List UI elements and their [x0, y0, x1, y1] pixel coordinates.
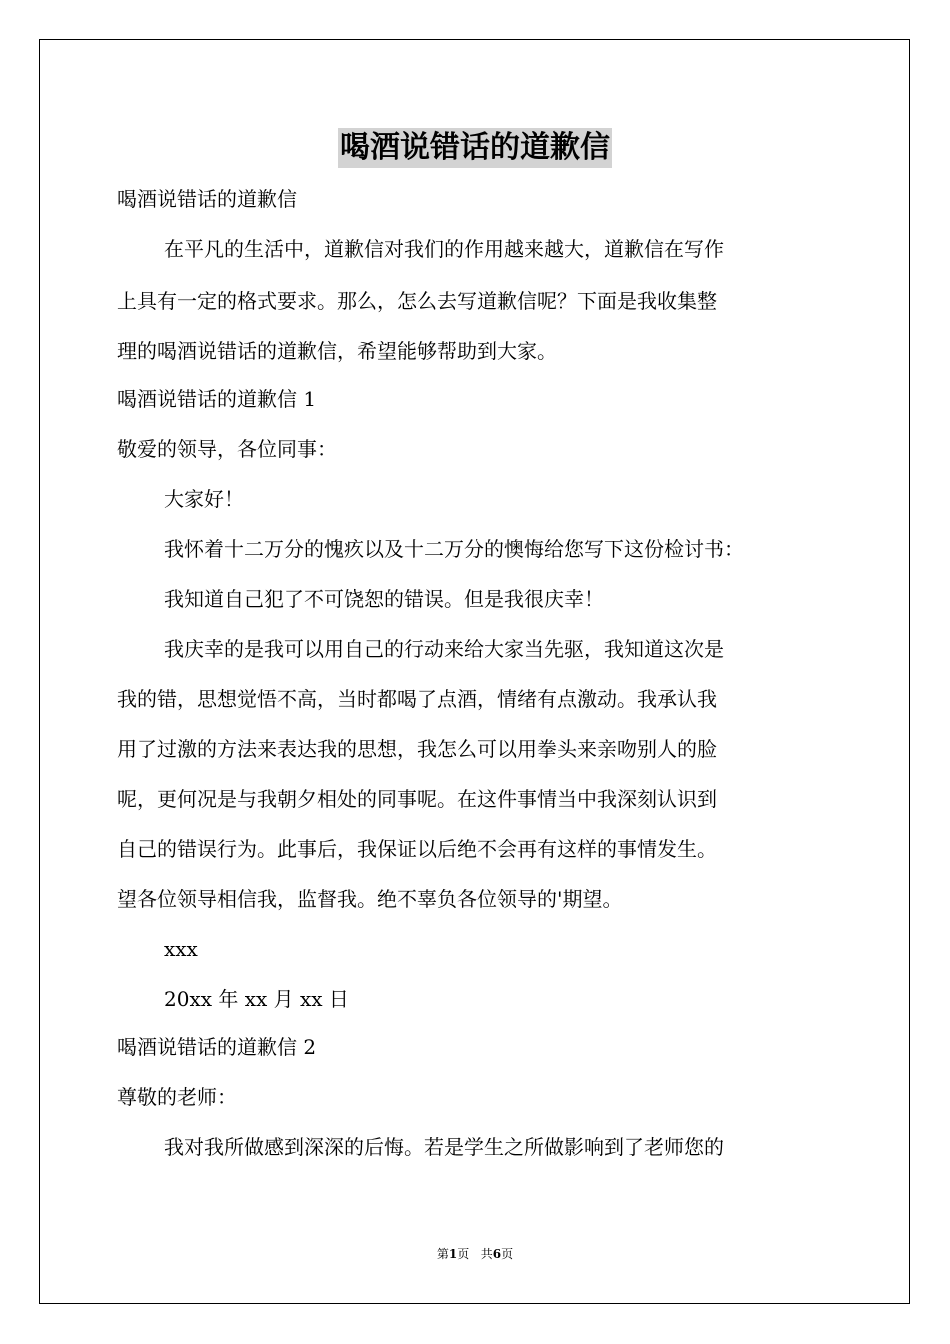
footer-page-number: 1	[448, 1247, 458, 1261]
paragraph-line: 望各位领导相信我，监督我。绝不辜负各位领导的'期望。	[117, 887, 623, 911]
salutation: 敬爱的领导，各位同事：	[117, 437, 337, 461]
subtitle-line: 喝酒说错话的道歉信	[117, 187, 297, 211]
footer-total-prefix: 共	[480, 1247, 493, 1261]
paragraph-line: 自己的错误行为。此事后，我保证以后绝不会再有这样的事情发生。	[117, 837, 717, 861]
paragraph-line: 我知道自己犯了不可饶恕的错误。但是我很庆幸！	[164, 587, 604, 611]
paragraph-line: 用了过激的方法来表达我的思想，我怎么可以用拳头来亲吻别人的脸	[117, 737, 717, 761]
page-border	[39, 39, 910, 1304]
footer-total-suffix: 页	[501, 1247, 514, 1261]
paragraph-line: 我怀着十二万分的愧疚以及十二万分的懊悔给您写下这份检讨书：	[164, 537, 744, 561]
paragraph-line: 在平凡的生活中，道歉信对我们的作用越来越大，道歉信在写作	[164, 237, 724, 261]
paragraph-line: 呢，更何况是与我朝夕相处的同事呢。在这件事情当中我深刻认识到	[117, 787, 717, 811]
section-heading: 喝酒说错话的道歉信 1	[117, 387, 317, 411]
section-heading: 喝酒说错话的道歉信 2	[117, 1035, 317, 1059]
document-title-wrap	[0, 128, 950, 168]
paragraph-line: 我对我所做感到深深的后悔。若是学生之所做影响到了老师您的	[164, 1135, 724, 1159]
footer-page-suffix: 页	[457, 1247, 470, 1261]
footer-total-number: 6	[492, 1247, 502, 1261]
paragraph-line: 理的喝酒说错话的道歉信，希望能够帮助到大家。	[117, 339, 557, 363]
footer-page-prefix: 第	[436, 1247, 449, 1261]
greeting: 大家好！	[164, 487, 244, 511]
signature: xxx	[164, 937, 198, 961]
document-title: 喝酒说错话的道歉信	[338, 128, 612, 168]
paragraph-line: 我庆幸的是我可以用自己的行动来给大家当先驱，我知道这次是	[164, 637, 724, 661]
paragraph-line: 我的错，思想觉悟不高，当时都喝了点酒，情绪有点激动。我承认我	[117, 687, 717, 711]
date-line: 20xx 年 xx 月 xx 日	[164, 987, 349, 1011]
salutation: 尊敬的老师：	[117, 1085, 237, 1109]
page-footer	[0, 1246, 950, 1262]
paragraph-line: 上具有一定的格式要求。那么，怎么去写道歉信呢？下面是我收集整	[117, 289, 717, 313]
